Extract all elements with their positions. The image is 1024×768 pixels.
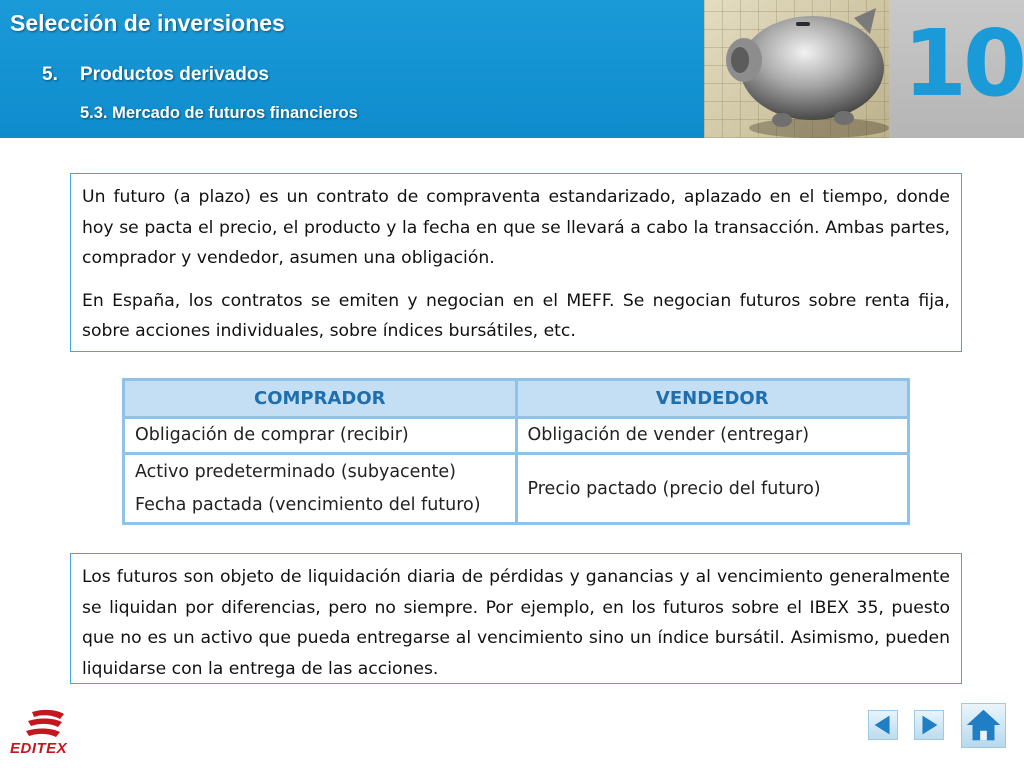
table-cell: Obligación de vender (entregar) bbox=[516, 417, 909, 454]
section-number: 5. bbox=[42, 64, 58, 85]
header-band bbox=[0, 0, 704, 138]
chapter-number: 10 bbox=[903, 10, 1024, 117]
intro-paragraph-2: En España, los contratos se emiten y negocian en el MEFF. Se negocian futuros sobre renta fija, sobre acciones individuales, sobre índices bursátiles, etc. bbox=[82, 290, 950, 341]
chapter-badge bbox=[889, 0, 1024, 138]
editex-logo-icon bbox=[10, 708, 80, 742]
section-heading bbox=[42, 64, 269, 86]
intro-text-box bbox=[70, 173, 962, 352]
conclusion-paragraph: Los futuros son objeto de liquidación diaria de pérdidas y ganancias y al vencimiento generalmente se liquidan por diferencias, pero no siempre. Por ejemplo, en los futuros sobre el IBEX 35, puesto que no es un activo que pueda entregarse al vencimiento sino un índice bursátil. Asimismo, pueden liquidarse con la entrega de las acciones. bbox=[82, 567, 950, 679]
table-cell: Obligación de comprar (recibir) bbox=[124, 417, 517, 454]
subsection-heading: 5.3. Mercado de futuros financieros bbox=[80, 104, 358, 122]
table-header-seller: VENDEDOR bbox=[516, 380, 909, 418]
table-header-buyer: COMPRADOR bbox=[124, 380, 517, 418]
table-row bbox=[124, 454, 909, 524]
home-icon bbox=[962, 704, 1005, 747]
conclusion-text-box bbox=[70, 553, 962, 684]
buyer-seller-table bbox=[122, 378, 910, 525]
intro-paragraph-1: Un futuro (a plazo) es un contrato de compraventa estandarizado, aplazado en el tiempo, donde hoy se pacta el precio, el producto y la fecha en que se llevará a cabo la transacción. Ambas partes, comprador y vendedor, asumen una obligación. bbox=[82, 187, 950, 268]
piggy-bank-image bbox=[704, 0, 889, 138]
home-button[interactable] bbox=[961, 703, 1006, 748]
piggy-bank-illustration bbox=[704, 0, 889, 138]
next-arrow-icon bbox=[915, 711, 943, 739]
table-cell-line: Activo predeterminado (subyacente) bbox=[135, 461, 456, 482]
next-button[interactable] bbox=[914, 710, 944, 740]
table-cell: Precio pactado (precio del futuro) bbox=[516, 454, 909, 524]
previous-button[interactable] bbox=[868, 710, 898, 740]
table-cell-line: Fecha pactada (vencimiento del futuro) bbox=[135, 494, 481, 515]
editex-logo-text: EDITEX bbox=[10, 740, 68, 757]
table-row bbox=[124, 417, 909, 454]
previous-arrow-icon bbox=[869, 711, 897, 739]
table-cell bbox=[124, 454, 517, 524]
page-title: Selección de inversiones bbox=[10, 10, 285, 36]
section-title: Productos derivados bbox=[80, 64, 269, 85]
